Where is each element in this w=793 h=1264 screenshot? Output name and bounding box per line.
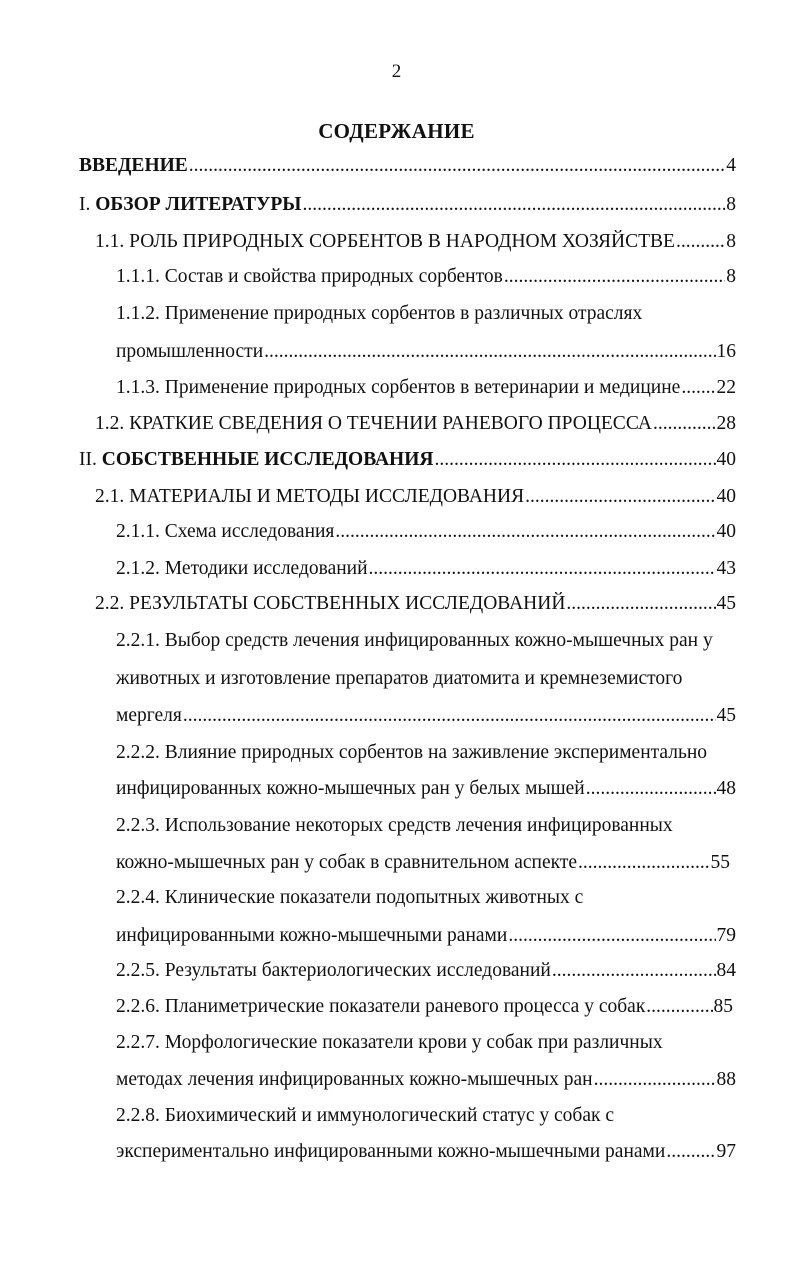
dot-leader bbox=[335, 520, 715, 544]
toc-entry-2-2-2[interactable]: инфицированных кожно-мышечных ран у белых мышей ..... 48 bbox=[116, 777, 736, 801]
page-number: 2 bbox=[391, 61, 402, 82]
toc-page-number: 28 bbox=[716, 413, 736, 434]
toc-entry-2-2-8[interactable]: экспериментально инфицированными кожно-мышечными ранами ..... 97 bbox=[116, 1140, 736, 1164]
toc-page-number: 45 bbox=[716, 593, 736, 614]
toc-entry-1-1-3[interactable]: 1.1.3. Применение природных сорбентов в ветеринарии и медицине ..... 22 bbox=[116, 376, 736, 400]
toc-entry-2-2-4-line1[interactable]: 2.2.4. Клинические показатели подопытных животных с bbox=[116, 887, 584, 908]
toc-page-number: 8 bbox=[726, 231, 736, 252]
chapter-number: I. bbox=[79, 194, 96, 215]
dot-leader bbox=[653, 412, 716, 436]
dot-leader bbox=[676, 230, 725, 254]
toc-entry-2-1-1[interactable]: 2.1.1. Схема исследования ..... 40 bbox=[116, 520, 736, 544]
chapter-number: II. bbox=[79, 449, 102, 470]
toc-entry-2-2-1-line1[interactable]: 2.2.1. Выбор средств лечения инфицированных кожно-мышечных ран у bbox=[116, 630, 713, 651]
toc-page-number: 79 bbox=[716, 925, 736, 946]
toc-page-number: 43 bbox=[716, 558, 736, 579]
dot-leader bbox=[508, 924, 715, 948]
toc-title: СОДЕРЖАНИЕ bbox=[318, 119, 475, 143]
toc-page-number: 16 bbox=[716, 341, 736, 362]
toc-entry-1-1-1[interactable]: 1.1.1. Состав и свойства природных сорбентов ..... 8 bbox=[116, 265, 736, 289]
toc-entry-1-1[interactable]: 1.1. РОЛЬ ПРИРОДНЫХ СОРБЕНТОВ В НАРОДНОМ ХОЗЯЙСТВЕ ..... 8 bbox=[95, 230, 736, 254]
toc-entry-introduction[interactable]: ВВЕДЕНИЕ ..... 4 bbox=[79, 154, 736, 178]
toc-page-number: 8 bbox=[726, 266, 736, 287]
dot-leader bbox=[504, 265, 725, 289]
toc-entry-1-2[interactable]: 1.2. КРАТКИЕ СВЕДЕНИЯ О ТЕЧЕНИИ РАНЕВОГО ПРОЦЕССА ..... 28 bbox=[95, 412, 736, 436]
toc-entry-2-2-2-line1[interactable]: 2.2.2. Влияние природных сорбентов на заживление экспериментально bbox=[116, 742, 708, 763]
toc-page-number: 48 bbox=[716, 778, 736, 799]
toc-entry-2-2-3-line1[interactable]: 2.2.3. Использование некоторых средств лечения инфицированных bbox=[116, 815, 673, 836]
toc-entry-2-1[interactable]: 2.1. МАТЕРИАЛЫ И МЕТОДЫ ИССЛЕДОВАНИЯ ..... 40 bbox=[95, 485, 736, 509]
dot-leader bbox=[369, 557, 716, 581]
toc-page-number: 45 bbox=[716, 705, 736, 726]
dot-leader bbox=[666, 1140, 715, 1164]
toc-page-number: 4 bbox=[726, 155, 736, 176]
chapter-title: СОБСТВЕННЫЕ ИССЛЕДОВАНИЯ bbox=[101, 449, 434, 470]
toc-entry-2-2-7-line1[interactable]: 2.2.7. Морфологические показатели крови у собак при различных bbox=[116, 1032, 663, 1053]
toc-page-number: 40 bbox=[716, 486, 736, 507]
toc-page-number: 22 bbox=[716, 377, 736, 398]
toc-entry-2-2-5[interactable]: 2.2.5. Результаты бактериологических исследований ..... 84 bbox=[116, 959, 736, 983]
toc-entry-2-2-7[interactable]: методах лечения инфицированных кожно-мышечных ран ..... 88 bbox=[116, 1068, 736, 1092]
toc-page-number: 55 bbox=[710, 852, 730, 873]
toc-entry-2-1-2[interactable]: 2.1.2. Методики исследований ..... 43 bbox=[116, 557, 736, 581]
toc-entry-2-2-4[interactable]: инфицированными кожно-мышечными ранами ..... 79 bbox=[116, 924, 736, 948]
toc-entry-2-2-1[interactable]: мергеля ..... 45 bbox=[116, 704, 736, 728]
toc-entry-1-1-2[interactable]: промышленности ..... 16 bbox=[116, 340, 736, 364]
toc-entry-2-2-3[interactable]: кожно-мышечных ран у собак в сравнительном аспекте ..... 55 bbox=[116, 851, 730, 875]
toc-entry-2-2[interactable]: 2.2. РЕЗУЛЬТАТЫ СОБСТВЕННЫХ ИССЛЕДОВАНИЙ ..... 45 bbox=[95, 592, 736, 616]
toc-entry-2-2-8-line1[interactable]: 2.2.8. Биохимический и иммунологический статус у собак с bbox=[116, 1105, 614, 1126]
toc-entry-2-2-1-line2[interactable]: животных и изготовление препаратов диатомита и кремнеземистого bbox=[116, 668, 683, 689]
dot-leader bbox=[578, 851, 709, 875]
dot-leader bbox=[525, 485, 715, 509]
dot-leader bbox=[681, 376, 715, 400]
dot-leader bbox=[552, 959, 716, 983]
dot-leader bbox=[264, 340, 715, 364]
toc-entry-chapter-2[interactable] bbox=[79, 448, 736, 472]
dot-leader bbox=[183, 704, 716, 728]
toc-entry-2-2-6[interactable]: 2.2.6. Планиметрические показатели раневого процесса у собак ..... 85 bbox=[116, 995, 733, 1019]
toc-page-number: 85 bbox=[713, 996, 733, 1017]
toc-page-number: 97 bbox=[716, 1141, 736, 1162]
toc-page-number: 40 bbox=[716, 521, 736, 542]
toc-entry-chapter-1[interactable] bbox=[79, 193, 736, 217]
chapter-title: ОБЗОР ЛИТЕРАТУРЫ bbox=[95, 194, 302, 215]
toc-page-number: 8 bbox=[726, 194, 736, 215]
dot-leader bbox=[434, 448, 715, 472]
toc-page-number: 88 bbox=[716, 1069, 736, 1090]
toc-page-number: 40 bbox=[716, 449, 736, 470]
dot-leader bbox=[646, 995, 712, 1019]
dot-leader bbox=[586, 777, 716, 801]
toc-entry-1-1-2-line1[interactable]: 1.1.2. Применение природных сорбентов в различных отраслях bbox=[116, 303, 643, 324]
dot-leader bbox=[594, 1068, 716, 1092]
toc-page-number: 84 bbox=[716, 960, 736, 981]
dot-leader bbox=[302, 193, 725, 217]
dot-leader bbox=[189, 154, 725, 178]
dot-leader bbox=[566, 592, 715, 616]
